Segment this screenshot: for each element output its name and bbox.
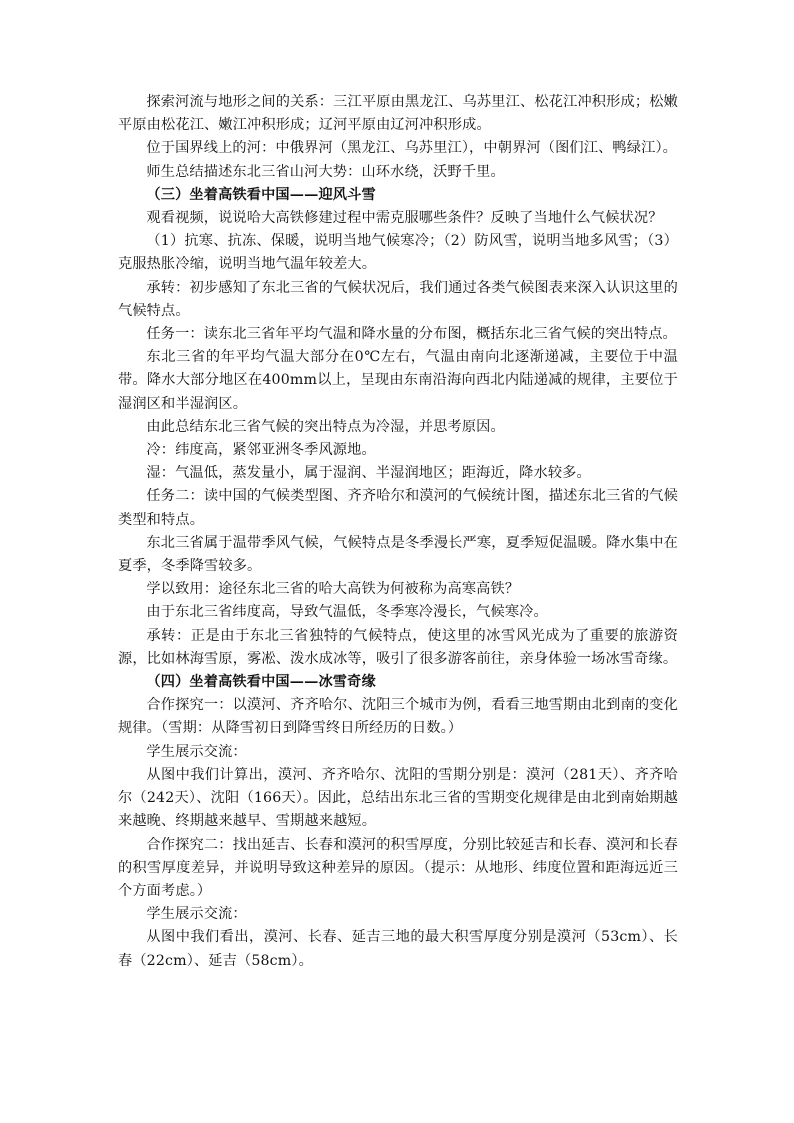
paragraph-task-2: 任务二：读中国的气候类型图、齐齐哈尔和漠河的气候统计图，描述东北三省的气候类型和特点。 <box>118 488 678 528</box>
paragraph-river-landform: 探索河流与地形之间的关系：三江平原由黑龙江、乌苏里江、松花江冲积形成；松嫩平原由松花江、嫩江冲积形成；辽河平原由辽河冲积形成。 <box>118 94 678 134</box>
paragraph-student-share-1: 学生展示交流： <box>146 743 247 760</box>
paragraph-apply-answer: 由于东北三省纬度高，导致气温低，冬季寒冷漫长，气候寒冷。 <box>146 604 548 621</box>
paragraph-task-2-answer: 东北三省属于温带季风气候，气候特点是冬季漫长严寒，夏季短促温暖。降水集中在夏季，冬季降雪较多。 <box>118 534 678 575</box>
paragraph-transition-2: 承转：正是由于东北三省独特的气候特点，使这里的冰雪风光成为了重要的旅游资源，比如林海雪原，雾凇、泼水成冰等，吸引了很多游客前往，亲身体验一场冰雪奇缘。 <box>118 627 678 667</box>
paragraph-border-rivers: 位于国界线上的河：中俄界河（黑龙江、乌苏里江），中朝界河（图们江、鸭绿江）。 <box>146 140 678 157</box>
paragraph-transition-1: 承转：初步感知了东北三省的气候状况后，我们通过各类气候图表来深入认识这里的气候特点。 <box>118 279 678 319</box>
paragraph-climate-feature: 由此总结东北三省气候的突出特点为冷湿，并思考原因。 <box>146 418 505 435</box>
document-body <box>118 91 678 973</box>
paragraph-student-share-2: 学生展示交流： <box>146 906 247 923</box>
paragraph-snow-depth-answer: 从图中我们看出，漠河、长春、延吉三地的最大积雪厚度分别是漠河（53cm）、长春（22cm）、延吉（58cm）。 <box>118 929 678 969</box>
section-heading-3: （三）坐着高铁看中国——迎风斗雪 <box>146 186 376 203</box>
paragraph-cold-reason: 冷：纬度高，紧邻亚洲冬季风源地。 <box>146 442 376 459</box>
paragraph-inquiry-2: 合作探究二：找出延吉、长春和漠河的积雪厚度，分别比较延吉和长春、漠河和长春的积雪厚度差异，并说明导致这种差异的原因。（提示：从地形、纬度位置和距海远近三个方面考虑。） <box>118 836 678 899</box>
paragraph-inquiry-1: 合作探究一：以漠河、齐齐哈尔、沈阳三个城市为例，看看三地雪期由北到南的变化规律。（雪期：从降雪初日到降雪终日所经历的日数。） <box>118 697 678 737</box>
paragraph-video-question: 观看视频，说说哈大高铁修建过程中需克服哪些条件？反映了当地什么气候状况？ <box>146 210 663 227</box>
paragraph-wet-reason: 湿：气温低，蒸发量小，属于湿润、半湿润地区；距海近，降水较多。 <box>146 465 591 482</box>
paragraph-apply-question: 学以致用：途径东北三省的哈大高铁为何被称为高寒高铁？ <box>146 581 520 598</box>
paragraph-task-1: 任务一：读东北三省年平均气温和降水量的分布图，概括东北三省气候的突出特点。 <box>146 326 677 343</box>
paragraph-task-1-answer: 东北三省的年平均气温大部分在0℃左右，气温由南向北逐渐递减，主要位于中温带。降水大部分地区在400mm以上，呈现由东南沿海向西北内陆递减的规律，主要位于湿润区和半湿润区。 <box>118 349 678 412</box>
paragraph-snow-period-answer: 从图中我们计算出，漠河、齐齐哈尔、沈阳的雪期分别是：漠河（281天）、齐齐哈尔（242天）、沈阳（166天）。因此，总结出东北三省的雪期变化规律是由北到南始期越来越晚、终期越来越早、雪期越来越短。 <box>118 766 678 830</box>
section-heading-4: （四）坐着高铁看中国——冰雪奇缘 <box>146 674 376 691</box>
paragraph-video-answer: （1）抗寒、抗冻、保暖，说明当地气候寒冷；（2）防风雪，说明当地多风雪；（3）克服热胀冷缩，说明当地气温年较差大。 <box>118 233 678 273</box>
paragraph-summary-landscape: 师生总结描述东北三省山河大势：山环水绕，沃野千里。 <box>146 163 505 180</box>
